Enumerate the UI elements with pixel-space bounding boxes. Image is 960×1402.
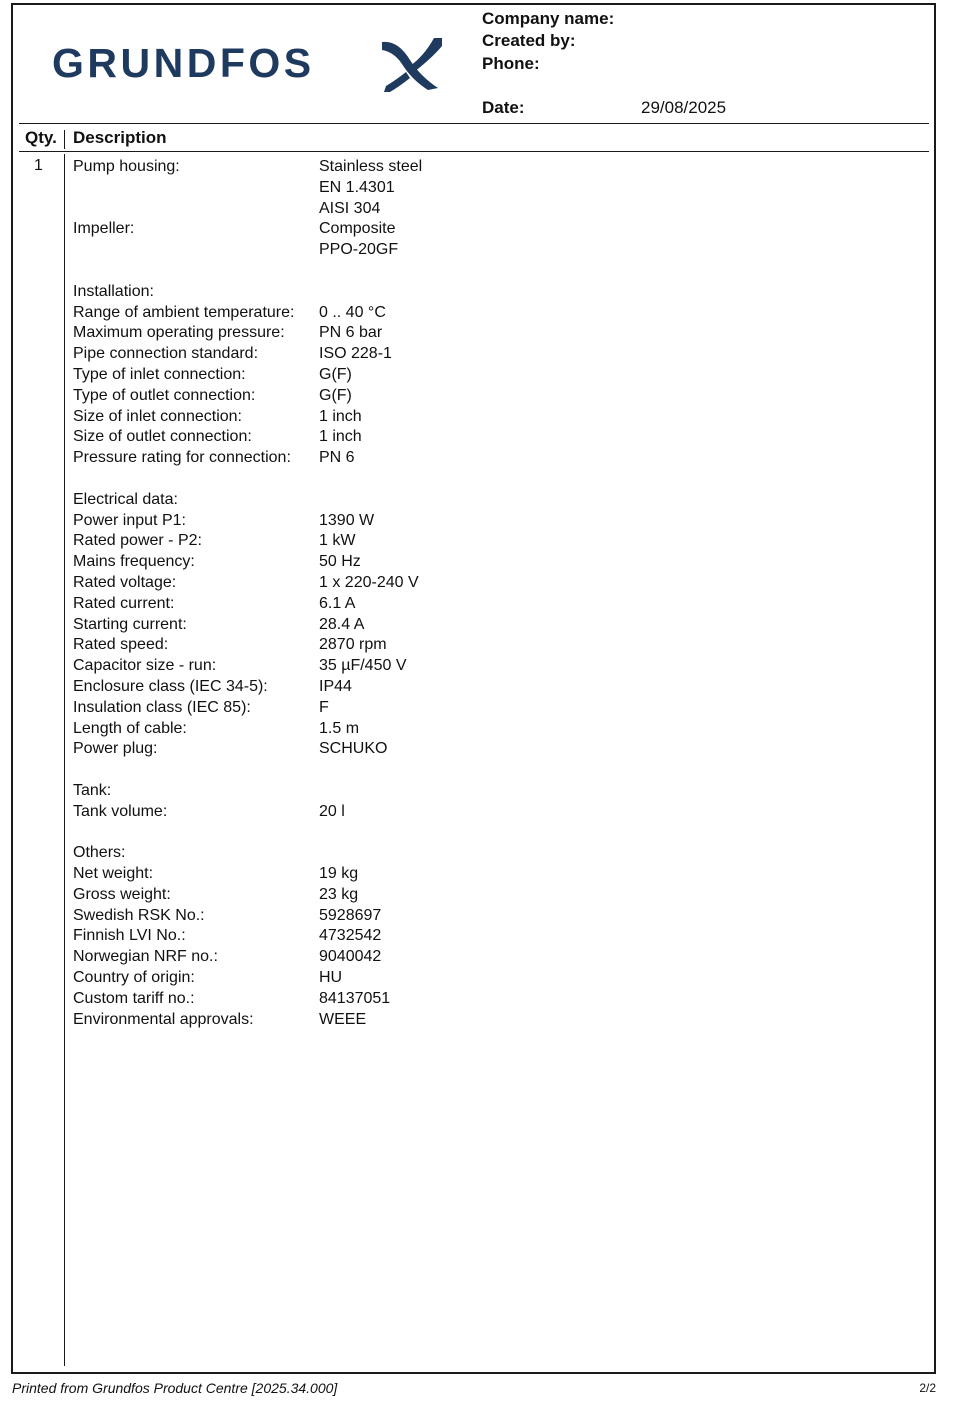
spec-row (73, 448, 573, 469)
spec-row (73, 968, 573, 989)
spec-value: 1 inch (319, 428, 362, 446)
spec-value: EN 1.4301 (319, 178, 395, 196)
spec-value: 1 x 220-240 V (319, 573, 419, 591)
spec-label: Length of cable: (73, 719, 187, 737)
spec-list (73, 157, 573, 1030)
spec-label: Mains frequency: (73, 553, 195, 571)
spec-value: 50 Hz (319, 553, 361, 571)
quantity-value: 1 (34, 157, 43, 174)
spec-value: 1.5 m (319, 719, 360, 737)
spec-row (73, 698, 573, 719)
grundfos-logo (52, 36, 444, 94)
spec-label: Rated current: (73, 594, 175, 612)
spec-row (73, 219, 573, 240)
spec-row (73, 906, 573, 927)
page-number: 2/2 (919, 1381, 936, 1395)
spec-value: Composite (319, 220, 396, 238)
spec-row (73, 739, 573, 760)
header-rule-bottom (19, 151, 929, 152)
spec-label: Finnish LVI No.: (73, 927, 186, 945)
spec-label: Rated voltage: (73, 573, 177, 591)
spec-label: Type of inlet connection: (73, 365, 246, 383)
spec-label: Insulation class (IEC 85): (73, 698, 251, 716)
spec-row (73, 864, 573, 885)
spec-label: Norwegian NRF no.: (73, 948, 218, 966)
company-name-label: Company name: (482, 9, 615, 28)
spec-label: Net weight: (73, 865, 154, 883)
spec-value: 1 kW (319, 532, 356, 550)
spec-label: Type of outlet connection: (73, 386, 256, 404)
spec-row (73, 303, 573, 324)
spec-value: G(F) (319, 386, 352, 404)
spec-value: PN 6 bar (319, 324, 383, 342)
spec-value: 6.1 A (319, 594, 356, 612)
spec-label: Size of outlet connection: (73, 428, 252, 446)
spec-row (73, 323, 573, 344)
spec-label: Pipe connection standard: (73, 345, 259, 363)
spec-label: Capacitor size - run: (73, 657, 217, 675)
spec-row (73, 926, 573, 947)
spec-value: 5928697 (319, 906, 382, 924)
spec-row (73, 240, 573, 261)
spec-row (73, 365, 573, 386)
spec-value: PN 6 (319, 449, 355, 467)
printed-from-footer: Printed from Grundfos Product Centre [2025.34.000] (12, 1380, 338, 1396)
spec-value: G(F) (319, 365, 352, 383)
spec-row (73, 885, 573, 906)
spec-value: 23 kg (319, 885, 359, 903)
spec-row (73, 407, 573, 428)
spec-label: Maximum operating pressure: (73, 324, 285, 342)
date-label: Date: (482, 98, 525, 117)
spec-value: SCHUKO (319, 740, 388, 758)
spec-gap (73, 261, 573, 282)
spec-label: Pump housing: (73, 158, 180, 175)
spec-label: Custom tariff no.: (73, 989, 195, 1007)
spec-row (73, 178, 573, 199)
spec-label: Impeller: (73, 220, 135, 238)
spec-label: Rated speed: (73, 636, 169, 654)
spec-row (73, 989, 573, 1010)
spec-value: 1 inch (319, 407, 362, 425)
spec-row (73, 635, 573, 656)
spec-label: Gross weight: (73, 885, 171, 903)
spec-value: 20 l (319, 802, 345, 820)
spec-value: ISO 228-1 (319, 345, 392, 363)
spec-label: Country of origin: (73, 969, 195, 987)
spec-value: 1390 W (319, 511, 375, 529)
spec-label: Tank volume: (73, 802, 168, 820)
spec-value: 35 µF/450 V (319, 657, 407, 675)
spec-row (73, 552, 573, 573)
spec-label: Installation: (73, 282, 154, 300)
spec-row (73, 719, 573, 740)
spec-row (73, 594, 573, 615)
spec-value: 28.4 A (319, 615, 365, 633)
spec-value: WEEE (319, 1010, 367, 1028)
created-by-label: Created by: (482, 31, 576, 50)
spec-label: Electrical data: (73, 490, 178, 508)
spec-gap (73, 469, 573, 490)
phone-label: Phone: (482, 54, 540, 73)
spec-row (73, 386, 573, 407)
spec-label: Environmental approvals: (73, 1010, 254, 1028)
spec-row (73, 157, 573, 178)
spec-label: Range of ambient temperature: (73, 303, 295, 321)
spec-value: 19 kg (319, 865, 359, 883)
spec-value: AISI 304 (319, 199, 381, 217)
spec-row (73, 427, 573, 448)
spec-row (73, 615, 573, 636)
spec-label: Swedish RSK No.: (73, 906, 205, 924)
spec-row (73, 344, 573, 365)
spec-label: Power plug: (73, 740, 158, 758)
spec-value: 2870 rpm (319, 636, 387, 654)
spec-value: 84137051 (319, 989, 391, 1007)
spec-row (73, 802, 573, 823)
logo-wordmark: GRUNDFOS (52, 40, 315, 86)
spec-value: IP44 (319, 677, 352, 695)
description-header: Description (73, 128, 167, 147)
header-rule-top (19, 123, 929, 124)
spec-row (73, 511, 573, 532)
spec-gap (73, 823, 573, 844)
spec-value: 0 .. 40 °C (319, 303, 386, 321)
spec-label: Rated power - P2: (73, 532, 202, 550)
column-divider (64, 154, 65, 1366)
spec-value: PPO-20GF (319, 241, 399, 259)
spec-value: HU (319, 969, 343, 987)
spec-row (73, 531, 573, 552)
spec-row (73, 573, 573, 594)
spec-row (73, 781, 573, 802)
spec-label: Starting current: (73, 615, 187, 633)
column-divider-header (64, 130, 65, 149)
spec-row (73, 1010, 573, 1031)
spec-value: 4732542 (319, 927, 382, 945)
spec-row (73, 199, 573, 220)
spec-label: Enclosure class (IEC 34-5): (73, 677, 268, 695)
spec-row (73, 490, 573, 511)
spec-label: Others: (73, 844, 126, 862)
spec-label: Pressure rating for connection: (73, 449, 291, 467)
grundfos-x-icon (380, 36, 446, 92)
spec-label: Size of inlet connection: (73, 407, 242, 425)
spec-row (73, 947, 573, 968)
spec-row (73, 677, 573, 698)
spec-row (73, 843, 573, 864)
spec-row (73, 656, 573, 677)
spec-value: F (319, 698, 329, 716)
date-value: 29/08/2025 (641, 98, 727, 117)
spec-value: 9040042 (319, 948, 382, 966)
qty-header: Qty. (25, 128, 57, 147)
spec-value: Stainless steel (319, 158, 423, 175)
spec-label: Tank: (73, 781, 112, 799)
spec-label: Power input P1: (73, 511, 186, 529)
spec-row (73, 282, 573, 303)
spec-gap (73, 760, 573, 781)
